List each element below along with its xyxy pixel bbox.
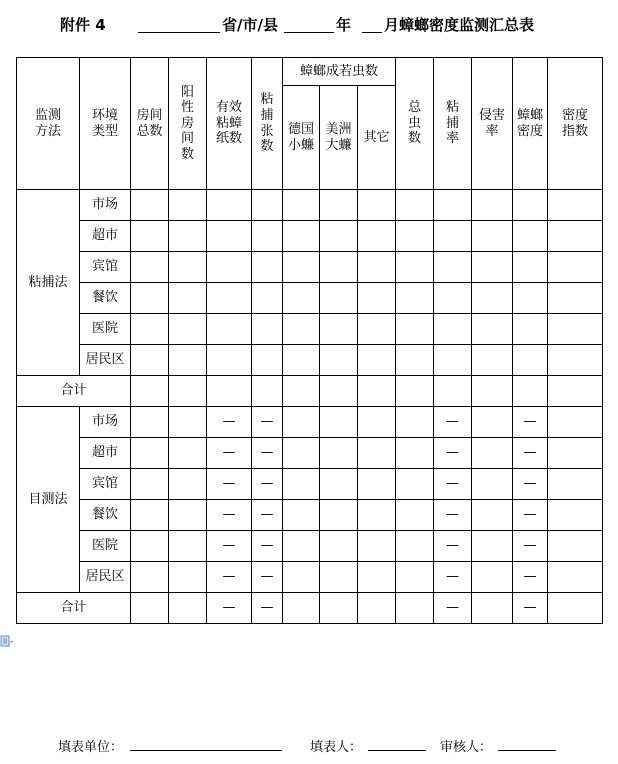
data-cell[interactable] [548, 469, 603, 500]
not-applicable-cell: — [434, 562, 472, 593]
not-applicable-cell: — [207, 531, 252, 562]
data-cell[interactable] [131, 469, 169, 500]
env-type-cell: 餐饮 [80, 283, 131, 314]
env-type-cell: 市场 [80, 407, 131, 438]
data-cell[interactable] [252, 314, 283, 345]
data-cell[interactable] [320, 469, 358, 500]
data-cell[interactable] [169, 407, 207, 438]
data-cell[interactable] [169, 190, 207, 221]
data-cell[interactable] [548, 221, 603, 252]
not-applicable-cell: — [434, 469, 472, 500]
data-cell[interactable] [358, 283, 396, 314]
data-cell[interactable] [472, 376, 513, 407]
data-cell[interactable] [169, 562, 207, 593]
data-cell[interactable] [548, 252, 603, 283]
env-type-cell: 市场 [80, 190, 131, 221]
data-cell[interactable] [472, 314, 513, 345]
data-cell[interactable] [472, 190, 513, 221]
header-total-insects: 总 虫 数 [396, 58, 434, 190]
data-cell[interactable] [548, 314, 603, 345]
data-cell[interactable] [131, 407, 169, 438]
data-cell[interactable] [358, 593, 396, 624]
data-cell[interactable] [131, 314, 169, 345]
total-row [17, 593, 603, 624]
not-applicable-cell: — [513, 500, 548, 531]
data-cell[interactable] [320, 376, 358, 407]
data-cell[interactable] [358, 562, 396, 593]
total-label: 合计 [17, 376, 131, 407]
header-method: 监测 方法 [17, 58, 80, 190]
data-cell[interactable] [252, 252, 283, 283]
data-cell[interactable] [131, 376, 169, 407]
data-cell[interactable] [169, 376, 207, 407]
data-cell[interactable] [207, 221, 252, 252]
table-row [17, 252, 603, 283]
data-cell[interactable] [513, 376, 548, 407]
data-cell[interactable] [283, 314, 320, 345]
summary-table [16, 57, 603, 624]
data-cell[interactable] [548, 407, 603, 438]
unit-label: 填表单位： [58, 740, 124, 755]
total-row [17, 376, 603, 407]
data-cell[interactable] [320, 438, 358, 469]
data-cell[interactable] [131, 531, 169, 562]
header-adult-count-group: 蟑螂成若虫数 [283, 58, 396, 86]
env-type-cell: 宾馆 [80, 252, 131, 283]
data-cell[interactable] [320, 314, 358, 345]
data-cell[interactable] [396, 190, 434, 221]
header-env-type: 环境 类型 [80, 58, 131, 190]
document-icon[interactable] [0, 632, 12, 644]
data-cell[interactable] [283, 190, 320, 221]
data-cell[interactable] [472, 252, 513, 283]
data-cell[interactable] [283, 407, 320, 438]
data-cell[interactable] [434, 376, 472, 407]
data-cell[interactable] [396, 345, 434, 376]
data-cell[interactable] [320, 190, 358, 221]
data-cell[interactable] [396, 407, 434, 438]
table-row [17, 345, 603, 376]
header-sheets-placed: 粘 捕 张 数 [252, 58, 283, 190]
env-type-cell: 宾馆 [80, 469, 131, 500]
data-cell[interactable] [283, 531, 320, 562]
header-infestation-rate: 侵害 率 [472, 58, 513, 190]
table-row [17, 438, 603, 469]
not-applicable-cell: — [252, 469, 283, 500]
reviewer-label: 审核人： [440, 740, 493, 755]
data-cell[interactable] [320, 531, 358, 562]
reviewer-blank[interactable] [498, 750, 556, 751]
data-cell[interactable] [548, 345, 603, 376]
data-cell[interactable] [320, 562, 358, 593]
data-cell[interactable] [396, 500, 434, 531]
data-cell[interactable] [513, 190, 548, 221]
data-cell[interactable] [548, 376, 603, 407]
data-cell[interactable] [434, 283, 472, 314]
data-cell[interactable] [358, 345, 396, 376]
data-cell[interactable] [548, 190, 603, 221]
data-cell[interactable] [396, 531, 434, 562]
data-cell[interactable] [513, 283, 548, 314]
data-cell[interactable] [169, 345, 207, 376]
data-cell[interactable] [434, 252, 472, 283]
data-cell[interactable] [472, 345, 513, 376]
not-applicable-cell: — [513, 593, 548, 624]
header-american: 美洲 大蠊 [320, 86, 358, 190]
not-applicable-cell: — [252, 500, 283, 531]
data-cell[interactable] [472, 221, 513, 252]
not-applicable-cell: — [513, 562, 548, 593]
data-cell[interactable] [252, 376, 283, 407]
data-cell[interactable] [513, 345, 548, 376]
data-cell[interactable] [358, 314, 396, 345]
data-cell[interactable] [320, 283, 358, 314]
data-cell[interactable] [131, 562, 169, 593]
data-cell[interactable] [396, 314, 434, 345]
data-cell[interactable] [358, 221, 396, 252]
data-cell[interactable] [396, 221, 434, 252]
data-cell[interactable] [169, 252, 207, 283]
not-applicable-cell: — [252, 438, 283, 469]
data-cell[interactable] [131, 500, 169, 531]
data-cell[interactable] [131, 438, 169, 469]
method-cell: 粘捕法 [17, 190, 80, 376]
header-density-index: 密度 指数 [548, 58, 603, 190]
data-cell[interactable] [252, 221, 283, 252]
data-cell[interactable] [472, 500, 513, 531]
year-blank [284, 32, 334, 33]
data-cell[interactable] [396, 438, 434, 469]
data-cell[interactable] [320, 593, 358, 624]
data-cell[interactable] [207, 283, 252, 314]
data-cell[interactable] [283, 283, 320, 314]
header-german: 德国 小蠊 [283, 86, 320, 190]
data-cell[interactable] [513, 252, 548, 283]
table-row [17, 190, 603, 221]
data-cell[interactable] [131, 190, 169, 221]
data-cell[interactable] [207, 190, 252, 221]
env-type-cell: 医院 [80, 531, 131, 562]
data-cell[interactable] [548, 562, 603, 593]
data-cell[interactable] [169, 469, 207, 500]
header-capture-rate: 粘 捕 率 [434, 58, 472, 190]
data-cell[interactable] [358, 469, 396, 500]
env-type-cell: 居民区 [80, 345, 131, 376]
data-cell[interactable] [169, 283, 207, 314]
not-applicable-cell: — [252, 531, 283, 562]
data-cell[interactable] [131, 221, 169, 252]
document-title [0, 10, 618, 36]
data-cell[interactable] [472, 562, 513, 593]
not-applicable-cell: — [207, 562, 252, 593]
total-label: 合计 [17, 593, 131, 624]
table-row [17, 500, 603, 531]
data-cell[interactable] [434, 345, 472, 376]
province-suffix: 省/市/县 [222, 16, 278, 34]
data-cell[interactable] [131, 593, 169, 624]
data-cell[interactable] [320, 221, 358, 252]
data-cell[interactable] [434, 190, 472, 221]
data-cell[interactable] [513, 221, 548, 252]
header-cockroach-density: 蟑螂 密度 [513, 58, 548, 190]
not-applicable-cell: — [513, 407, 548, 438]
data-cell[interactable] [283, 345, 320, 376]
data-cell[interactable] [169, 221, 207, 252]
data-cell[interactable] [513, 314, 548, 345]
data-cell[interactable] [207, 252, 252, 283]
footer [0, 734, 618, 754]
data-cell[interactable] [169, 314, 207, 345]
not-applicable-cell: — [434, 500, 472, 531]
method-cell: 目测法 [17, 407, 80, 593]
data-cell[interactable] [358, 438, 396, 469]
data-cell[interactable] [283, 252, 320, 283]
not-applicable-cell: — [434, 438, 472, 469]
data-cell[interactable] [252, 283, 283, 314]
not-applicable-cell: — [207, 438, 252, 469]
data-cell[interactable] [207, 376, 252, 407]
data-cell[interactable] [320, 500, 358, 531]
env-type-cell: 超市 [80, 221, 131, 252]
data-cell[interactable] [396, 376, 434, 407]
data-cell[interactable] [169, 500, 207, 531]
data-cell[interactable] [548, 283, 603, 314]
data-cell[interactable] [283, 593, 320, 624]
not-applicable-cell: — [434, 593, 472, 624]
data-cell[interactable] [283, 562, 320, 593]
header-rooms-total: 房间 总数 [131, 58, 169, 190]
data-cell[interactable] [169, 531, 207, 562]
data-cell[interactable] [358, 531, 396, 562]
data-cell[interactable] [283, 438, 320, 469]
not-applicable-cell: — [207, 593, 252, 624]
data-cell[interactable] [396, 593, 434, 624]
data-cell[interactable] [396, 562, 434, 593]
env-type-cell: 居民区 [80, 562, 131, 593]
data-cell[interactable] [396, 252, 434, 283]
not-applicable-cell: — [434, 407, 472, 438]
data-cell[interactable] [472, 593, 513, 624]
env-type-cell: 餐饮 [80, 500, 131, 531]
not-applicable-cell: — [434, 531, 472, 562]
table-row [17, 531, 603, 562]
data-cell[interactable] [472, 531, 513, 562]
month-blank [362, 32, 382, 33]
table-row [17, 283, 603, 314]
data-cell[interactable] [252, 190, 283, 221]
data-cell[interactable] [434, 221, 472, 252]
data-cell[interactable] [358, 500, 396, 531]
data-cell[interactable] [434, 314, 472, 345]
env-type-cell: 超市 [80, 438, 131, 469]
data-cell[interactable] [548, 500, 603, 531]
env-type-cell: 医院 [80, 314, 131, 345]
table-row [17, 407, 603, 438]
month-suffix: 月蟑螂密度监测汇总表 [384, 16, 535, 34]
header-valid-sheets: 有效 粘蟑 纸数 [207, 58, 252, 190]
data-cell[interactable] [131, 283, 169, 314]
year-suffix: 年 [336, 16, 352, 34]
header-other: 其它 [358, 86, 396, 190]
table-row [17, 469, 603, 500]
not-applicable-cell: — [513, 438, 548, 469]
data-cell[interactable] [548, 531, 603, 562]
data-cell[interactable] [472, 407, 513, 438]
not-applicable-cell: — [513, 469, 548, 500]
not-applicable-cell: — [207, 469, 252, 500]
data-cell[interactable] [207, 314, 252, 345]
data-cell[interactable] [131, 252, 169, 283]
data-cell[interactable] [320, 407, 358, 438]
data-cell[interactable] [252, 345, 283, 376]
filler-blank[interactable] [368, 750, 426, 751]
not-applicable-cell: — [252, 407, 283, 438]
header-positive-rooms: 阳 性 房 间 数 [169, 58, 207, 190]
not-applicable-cell: — [207, 407, 252, 438]
not-applicable-cell: — [252, 593, 283, 624]
data-cell[interactable] [358, 252, 396, 283]
province-blank [138, 32, 220, 33]
table-row [17, 314, 603, 345]
data-cell[interactable] [358, 190, 396, 221]
table-row [17, 221, 603, 252]
data-cell[interactable] [320, 252, 358, 283]
filler-label: 填表人： [310, 740, 363, 755]
data-cell[interactable] [358, 407, 396, 438]
data-cell[interactable] [283, 376, 320, 407]
not-applicable-cell: — [207, 500, 252, 531]
unit-blank[interactable] [130, 750, 282, 751]
data-cell[interactable] [207, 345, 252, 376]
data-cell[interactable] [283, 469, 320, 500]
data-cell[interactable] [472, 469, 513, 500]
data-cell[interactable] [131, 345, 169, 376]
not-applicable-cell: — [513, 531, 548, 562]
data-cell[interactable] [169, 438, 207, 469]
data-cell[interactable] [358, 376, 396, 407]
data-cell[interactable] [548, 438, 603, 469]
data-cell[interactable] [396, 283, 434, 314]
data-cell[interactable] [283, 221, 320, 252]
data-cell[interactable] [169, 593, 207, 624]
data-cell[interactable] [472, 438, 513, 469]
data-cell[interactable] [283, 500, 320, 531]
data-cell[interactable] [548, 593, 603, 624]
data-cell[interactable] [320, 345, 358, 376]
attachment-label: 附件 4 [60, 16, 106, 34]
data-cell[interactable] [396, 469, 434, 500]
not-applicable-cell: — [252, 562, 283, 593]
data-cell[interactable] [472, 283, 513, 314]
table-row [17, 562, 603, 593]
